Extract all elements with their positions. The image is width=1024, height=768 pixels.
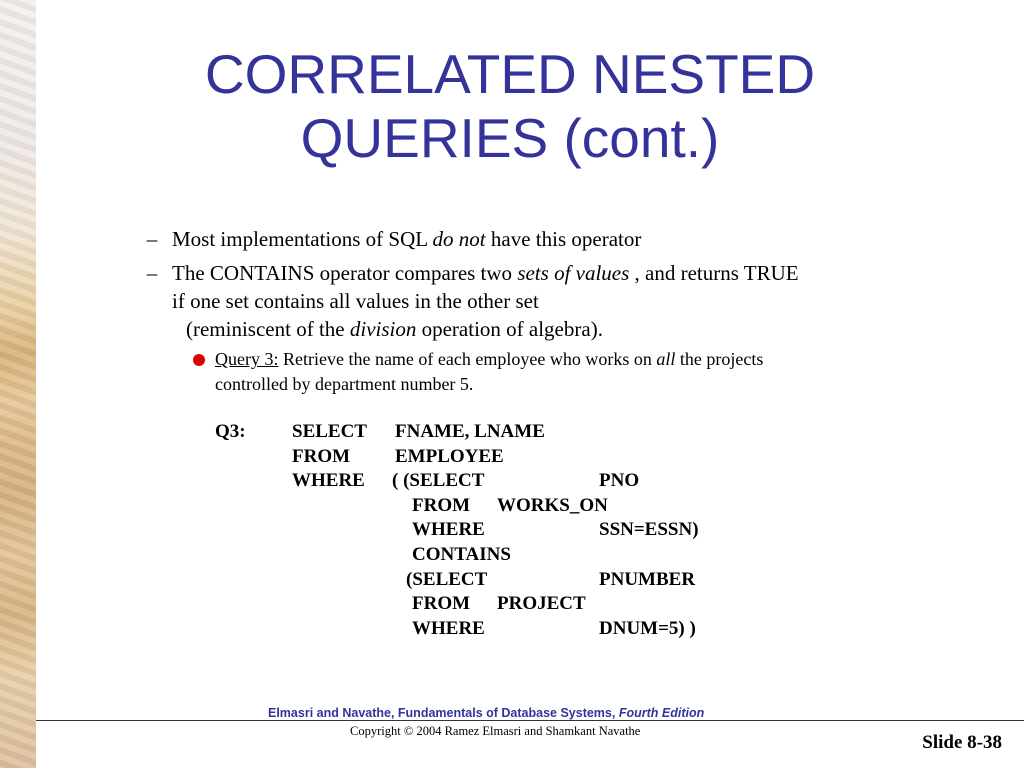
point2-line3-text: (reminiscent of the	[186, 317, 350, 341]
dash-bullet-icon: –	[146, 227, 158, 251]
code-value: WORKS_ON	[497, 494, 608, 516]
footer-copyright: Copyright © 2004 Ramez Elmasri and Shamkant Navathe	[350, 724, 641, 738]
point2-text-end: , and returns TRUE	[629, 261, 799, 285]
code-value: PROJECT	[497, 593, 586, 615]
query-emphasis: all	[656, 349, 676, 369]
dash-bullet-icon: –	[146, 261, 158, 285]
point2-emphasis: sets of values	[517, 261, 630, 285]
point1-emphasis: do not	[432, 227, 486, 251]
code-keyword: CONTAINS	[412, 543, 511, 565]
title-line-2: QUERIES (cont.)	[300, 107, 720, 169]
point-contains-operator	[146, 259, 952, 343]
point2-line3-text-end: operation of algebra).	[416, 317, 603, 341]
code-value: SSN=ESSN)	[599, 519, 699, 541]
decorative-side-strip	[0, 0, 36, 768]
red-bullet-icon	[193, 354, 205, 366]
query3-description	[215, 347, 935, 397]
code-row-3	[215, 469, 775, 494]
code-row-9	[215, 617, 775, 642]
point2-line2: if one set contains all values in the other set	[172, 289, 539, 313]
query-text-end: the projects	[675, 349, 764, 369]
code-keyword: FROM	[412, 494, 471, 516]
sql-code-block	[215, 420, 775, 641]
title-line-1: CORRELATED NESTED	[204, 43, 816, 105]
code-keyword: (SELECT	[406, 568, 488, 590]
code-row-8	[215, 592, 775, 617]
slide-title	[150, 42, 870, 170]
query-text: Retrieve the name of each employee who works on	[278, 349, 657, 369]
code-row-7	[215, 568, 775, 593]
code-keyword: WHERE	[412, 617, 485, 639]
code-row-5	[215, 518, 775, 543]
point1-text-end: have this operator	[485, 227, 642, 251]
code-keyword: WHERE	[292, 470, 365, 492]
code-row-4	[215, 494, 775, 519]
code-subquery-start: ( (SELECT	[392, 470, 485, 492]
code-row-2	[215, 445, 775, 470]
code-keyword: SELECT	[292, 421, 367, 442]
footer-book-credit	[268, 706, 704, 720]
footer-book-title: Elmasri and Navathe, Fundamentals of Database Systems,	[268, 706, 619, 720]
point2-line3-emphasis: division	[349, 317, 417, 341]
code-value: PNO	[599, 470, 640, 492]
code-value: FNAME, LNAME	[395, 421, 545, 442]
slide-number: Slide 8-38	[922, 732, 1002, 753]
code-value: EMPLOYEE	[395, 445, 504, 467]
code-keyword: FROM	[292, 445, 351, 467]
footer-divider	[36, 720, 1024, 721]
point2-line3	[172, 315, 952, 343]
point1-text: Most implementations of SQL	[172, 227, 433, 251]
query-line2: controlled by department number 5.	[215, 374, 474, 394]
query-label: Query 3:	[215, 349, 279, 369]
code-value: DNUM=5) )	[599, 617, 696, 639]
code-keyword: WHERE	[412, 519, 485, 541]
footer-edition: Fourth Edition	[618, 706, 705, 720]
code-keyword: FROM	[412, 593, 471, 615]
code-row-6	[215, 543, 775, 568]
point2-text: The CONTAINS operator compares two	[172, 261, 518, 285]
code-label-q3: Q3:	[215, 421, 246, 442]
code-value: PNUMBER	[599, 568, 696, 590]
code-row-1	[215, 420, 775, 445]
point-most-implementations	[146, 225, 952, 253]
